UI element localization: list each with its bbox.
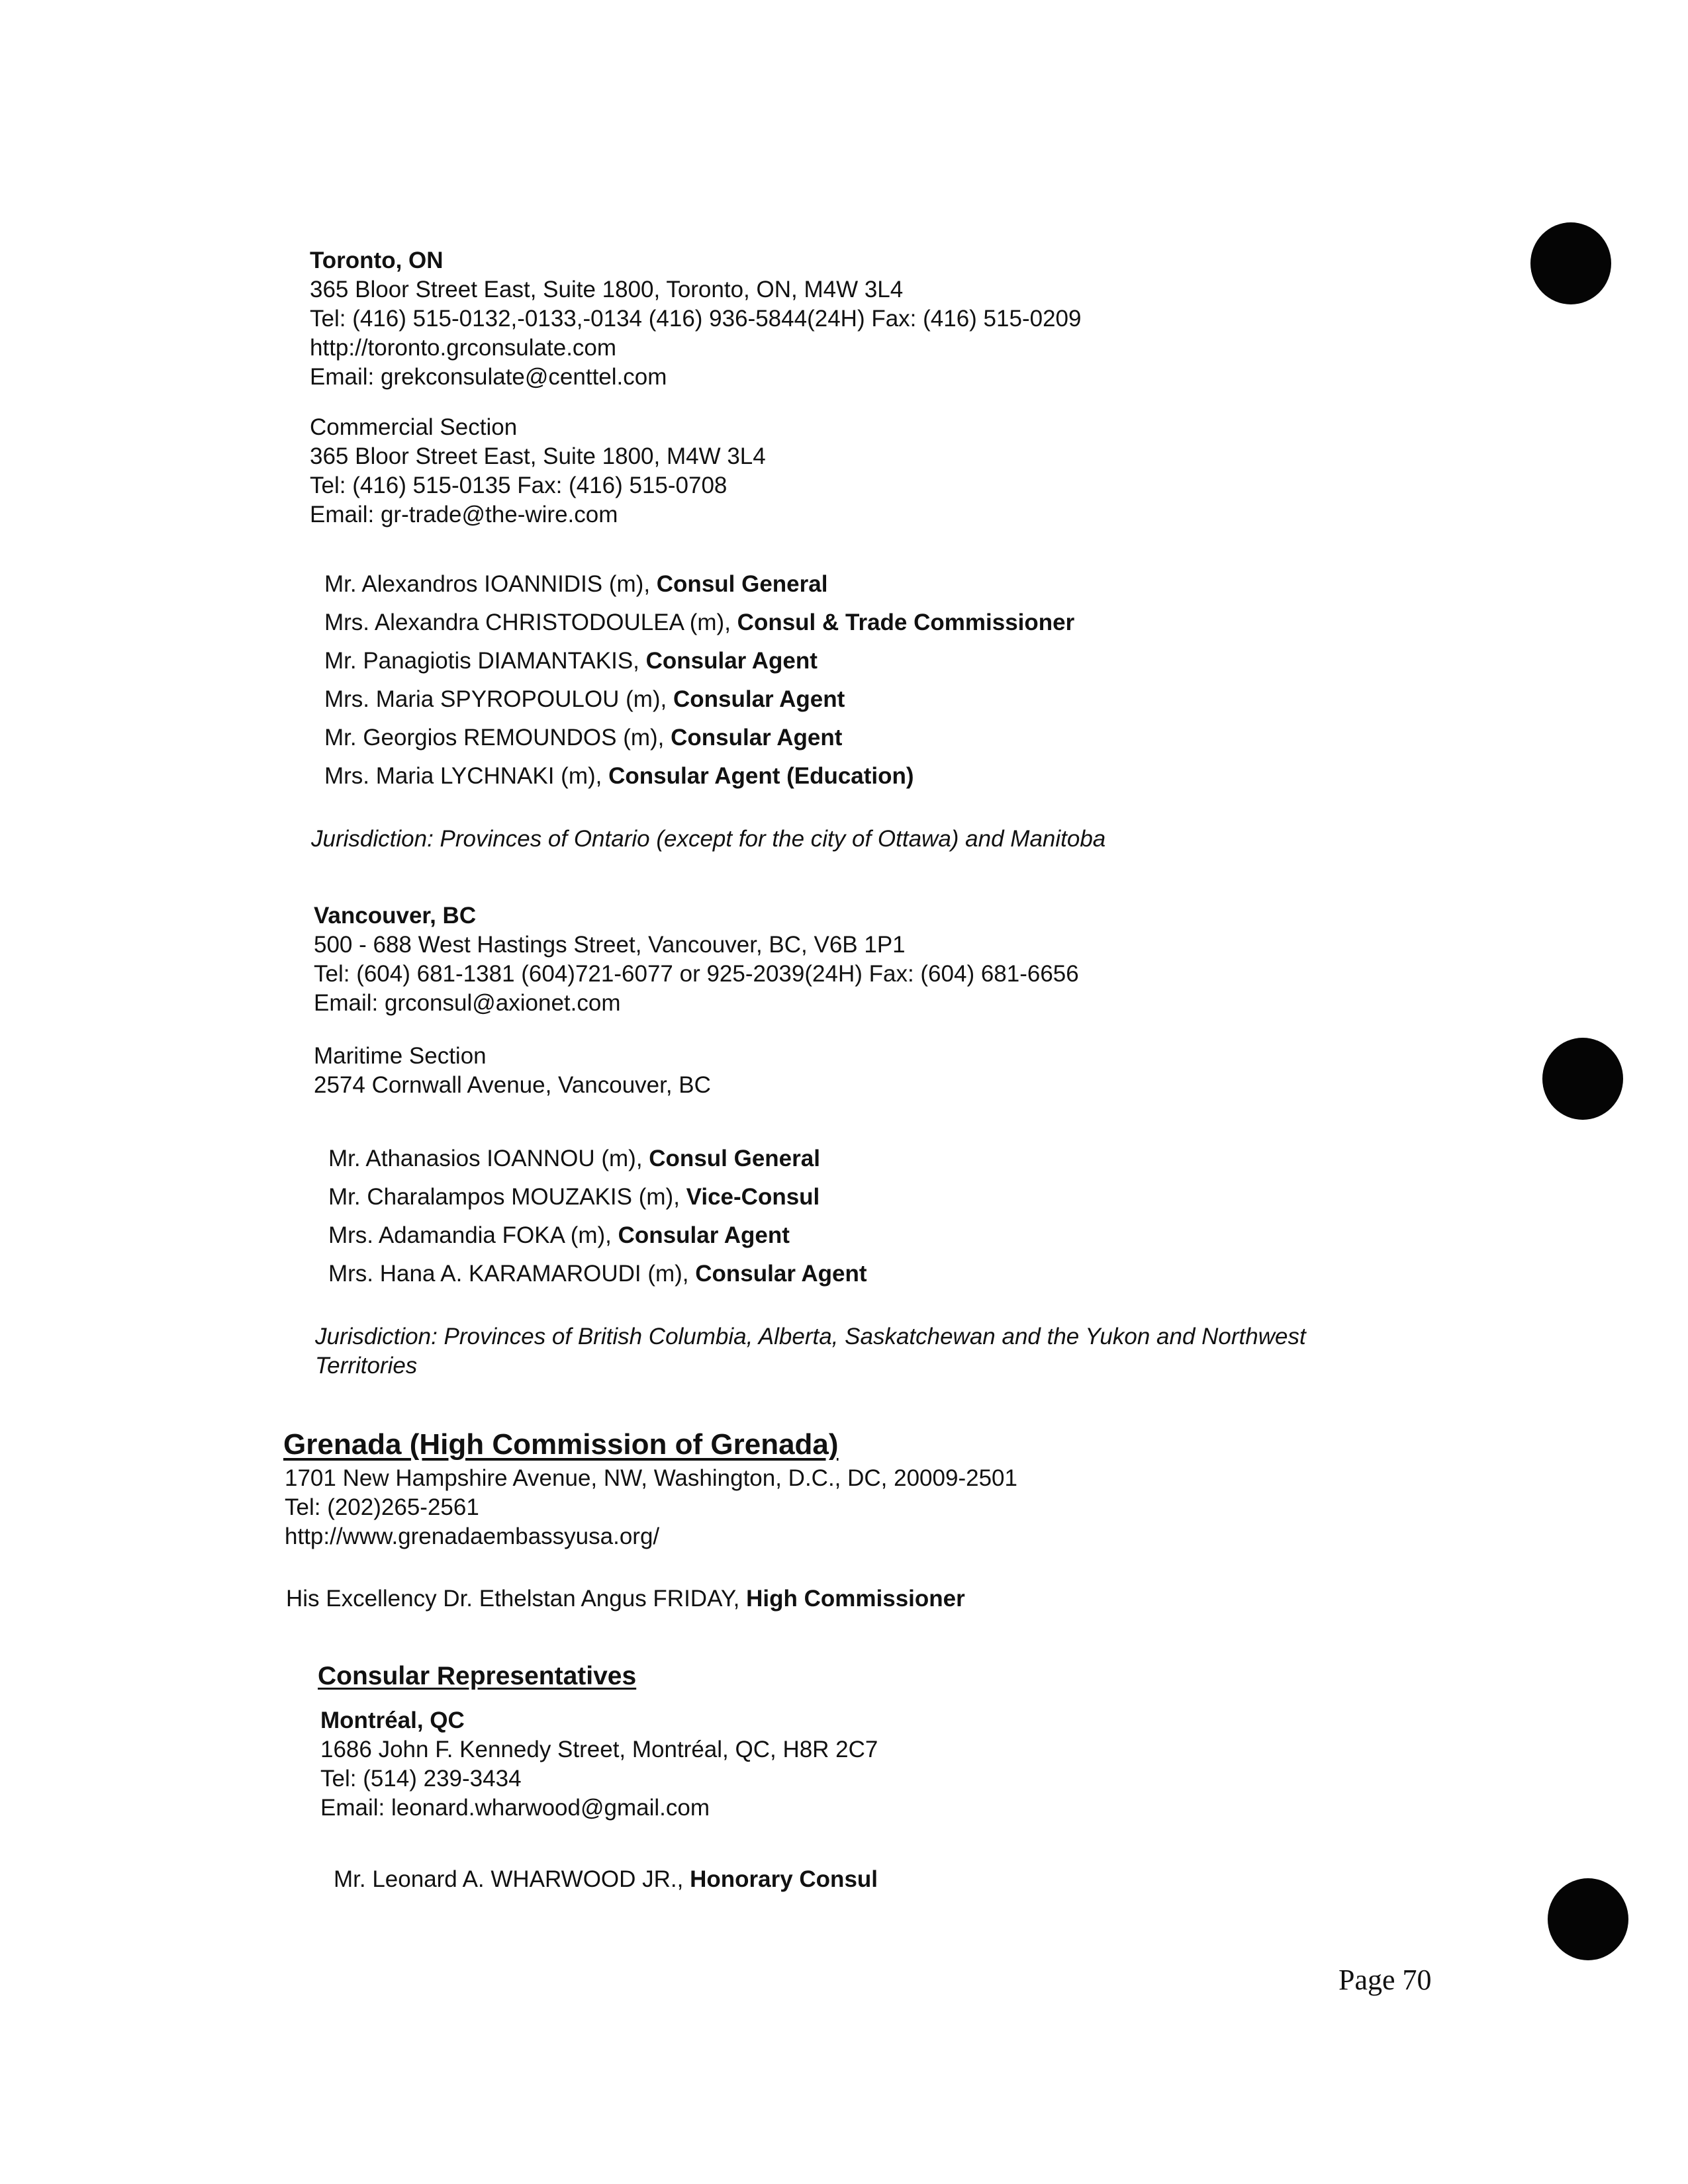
vancouver-contact-block — [314, 901, 1079, 1018]
grenada-high-commissioner: His Excellency Dr. Ethelstan Angus FRIDAY, High Commissioner — [286, 1586, 965, 1612]
commercial-section-address: 365 Bloor Street East, Suite 1800, M4W 3L4 — [310, 443, 766, 469]
toronto-city: Toronto, ON — [310, 248, 444, 273]
punch-hole-bottom — [1548, 1878, 1628, 1960]
commercial-section-email: Email: gr-trade@the-wire.com — [310, 502, 618, 527]
toronto-email: Email: grekconsulate@centtel.com — [310, 364, 667, 390]
grenada-address: 1701 New Hampshire Avenue, NW, Washington, D.C., DC, 20009-2501 — [285, 1465, 1017, 1491]
maritime-section-title: Maritime Section — [314, 1043, 487, 1069]
staff-entry: Mrs. Maria LYCHNAKI (m), Consular Agent (Education) — [324, 763, 914, 789]
toronto-address: 365 Bloor Street East, Suite 1800, Toronto, ON, M4W 3L4 — [310, 277, 904, 302]
vancouver-city: Vancouver, BC — [314, 903, 477, 929]
vancouver-staff-list — [328, 1140, 867, 1293]
grenada-website: http://www.grenadaembassyusa.org/ — [285, 1524, 660, 1549]
consular-representatives-heading: Consular Representatives — [318, 1662, 637, 1690]
montreal-contact-block — [320, 1706, 878, 1823]
vancouver-tel: Tel: (604) 681-1381 (604)721-6077 or 925-2039(24H) Fax: (604) 681-6656 — [314, 961, 1079, 987]
montreal-honorary-consul: Mr. Leonard A. WHARWOOD JR., Honorary Consul — [334, 1866, 878, 1892]
montreal-email: Email: leonard.wharwood@gmail.com — [320, 1795, 710, 1821]
page-number: Page 70 — [1338, 1964, 1432, 1996]
vancouver-email: Email: grconsul@axionet.com — [314, 990, 621, 1016]
punch-hole-top — [1530, 222, 1611, 304]
toronto-tel: Tel: (416) 515-0132,-0133,-0134 (416) 936-5844(24H) Fax: (416) 515-0209 — [310, 306, 1082, 332]
toronto-contact-block — [310, 246, 1081, 392]
montreal-address: 1686 John F. Kennedy Street, Montréal, QC, H8R 2C7 — [320, 1737, 878, 1762]
punch-hole-middle — [1542, 1038, 1623, 1120]
vancouver-jurisdiction: Jurisdiction: Provinces of British Columbia, Alberta, Saskatchewan and the Yukon and Northwest Territories — [315, 1324, 1306, 1379]
grenada-tel: Tel: (202)265-2561 — [285, 1494, 479, 1520]
toronto-jurisdiction: Jurisdiction: Provinces of Ontario (except for the city of Ottawa) and Manitoba — [311, 826, 1106, 852]
commercial-section-tel: Tel: (416) 515-0135 Fax: (416) 515-0708 — [310, 473, 727, 498]
vancouver-address: 500 - 688 West Hastings Street, Vancouver, BC, V6B 1P1 — [314, 932, 906, 958]
toronto-commercial-section — [310, 413, 766, 529]
staff-entry: Mr. Charalampos MOUZAKIS (m), Vice-Consul — [328, 1184, 820, 1210]
staff-entry: Mrs. Adamandia FOKA (m), Consular Agent — [328, 1222, 790, 1248]
montreal-tel: Tel: (514) 239-3434 — [320, 1766, 522, 1792]
montreal-city: Montréal, QC — [320, 1707, 465, 1733]
staff-entry: Mrs. Alexandra CHRISTODOULEA (m), Consul & Trade Commissioner — [324, 610, 1075, 635]
staff-entry: Mrs. Maria SPYROPOULOU (m), Consular Agent — [324, 686, 845, 712]
maritime-section-address: 2574 Cornwall Avenue, Vancouver, BC — [314, 1072, 711, 1098]
grenada-contact-block — [285, 1464, 1017, 1551]
staff-entry: Mr. Georgios REMOUNDOS (m), Consular Agent — [324, 725, 843, 751]
toronto-website: http://toronto.grconsulate.com — [310, 335, 617, 361]
vancouver-maritime-section — [314, 1042, 711, 1100]
staff-entry: Mr. Alexandros IOANNIDIS (m), Consul General — [324, 571, 828, 597]
staff-entry: Mrs. Hana A. KARAMAROUDI (m), Consular Agent — [328, 1261, 867, 1287]
grenada-heading: Grenada (High Commission of Grenada) — [283, 1428, 839, 1461]
commercial-section-title: Commercial Section — [310, 414, 518, 440]
staff-entry: Mr. Athanasios IOANNOU (m), Consul General — [328, 1146, 820, 1171]
staff-entry: Mr. Panagiotis DIAMANTAKIS, Consular Agent — [324, 648, 818, 674]
toronto-staff-list — [324, 565, 1074, 796]
